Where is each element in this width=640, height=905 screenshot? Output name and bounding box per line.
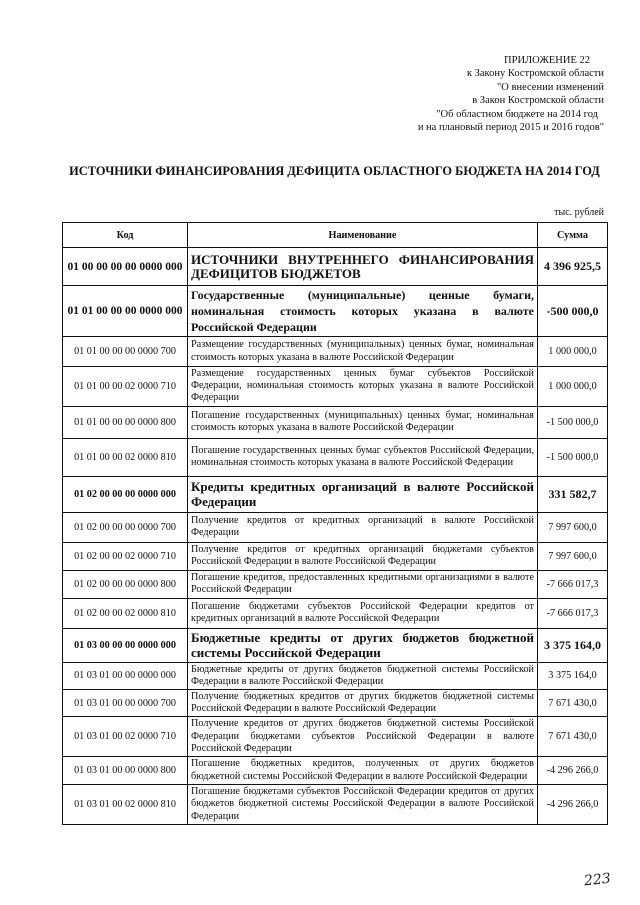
row-code: 01 03 01 00 00 0000 800 xyxy=(63,757,188,785)
row-name: ИСТОЧНИКИ ВНУТРЕННЕГО ФИНАНСИРОВАНИЯ ДЕФИЦИТОВ БЮДЖЕТОВ xyxy=(188,248,538,286)
units-label: тыс. рублей xyxy=(554,207,604,218)
row-name: Государственные (муниципальные) ценные бумаги, номинальная стоимость которых указана в валюте Российской Федерации xyxy=(188,286,538,337)
row-code: 01 02 00 00 02 0000 710 xyxy=(63,542,188,570)
row-name: Получение кредитов от кредитных организаций бюджетами субъектов Российской Федерации в валюте Российской Федерации xyxy=(188,542,538,570)
row-name: Кредиты кредитных организаций в валюте Российской Федерации xyxy=(188,476,538,512)
row-sum: 331 582,7 xyxy=(538,476,608,512)
row-name: Погашение государственных ценных бумаг субъектов Российской Федерации, номинальная стоимость которых указана в валюте Российской Федерации xyxy=(188,438,538,476)
table-row xyxy=(63,628,608,662)
appendix-line: в Закон Костромской области xyxy=(472,95,604,107)
row-code: 01 01 00 00 02 0000 710 xyxy=(63,367,188,407)
row-sum: 3 375 164,0 xyxy=(538,628,608,662)
appendix-line: и на плановый период 2015 и 2016 годов" xyxy=(417,122,604,134)
row-sum: 7 997 600,0 xyxy=(538,512,608,542)
appendix-header xyxy=(418,54,604,134)
table-row xyxy=(63,690,608,717)
table-row xyxy=(63,512,608,542)
row-sum: 7 671 430,0 xyxy=(538,690,608,717)
table-row xyxy=(63,406,608,438)
row-name: Бюджетные кредиты от других бюджетов бюджетной системы Российской Федерации в валюте Российской Федерации xyxy=(188,662,538,689)
row-code: 01 01 00 00 00 0000 000 xyxy=(63,286,188,337)
row-name: Погашение бюджетами субъектов Российской Федерации кредитов от кредитных организаций в валюте Российской Федерации xyxy=(188,598,538,628)
table-row xyxy=(63,367,608,407)
table-row xyxy=(63,337,608,367)
table-row xyxy=(63,717,608,757)
row-code: 01 03 01 00 00 0000 000 xyxy=(63,662,188,689)
appendix-line: "О внесении изменений xyxy=(497,81,604,93)
row-sum: 7 997 600,0 xyxy=(538,542,608,570)
row-name: Получение кредитов от других бюджетов бюджетной системы Российской Федерации бюджетами субъектов Российской Федерации в валюте Российской Федерации xyxy=(188,717,538,757)
table-row xyxy=(63,662,608,689)
financing-sources-table xyxy=(62,222,608,825)
row-code: 01 02 00 00 00 0000 000 xyxy=(63,476,188,512)
row-sum: -7 666 017,3 xyxy=(538,598,608,628)
row-name: Погашение кредитов, предоставленных кредитными организациями в валюте Российской Федерации xyxy=(188,570,538,598)
row-code: 01 02 00 00 00 0000 700 xyxy=(63,512,188,542)
table-row xyxy=(63,248,608,286)
row-sum: -7 666 017,3 xyxy=(538,570,608,598)
row-sum: -1 500 000,0 xyxy=(538,438,608,476)
column-header-code: Код xyxy=(63,223,188,248)
table-row xyxy=(63,542,608,570)
table-row xyxy=(63,598,608,628)
row-code: 01 03 01 00 02 0000 810 xyxy=(63,785,188,825)
table-row xyxy=(63,785,608,825)
row-sum: 3 375 164,0 xyxy=(538,662,608,689)
row-sum: 1 000 000,0 xyxy=(538,337,608,367)
appendix-line: к Закону Костромской области xyxy=(466,68,604,80)
row-name: Получение бюджетных кредитов от других бюджетов бюджетной системы Российской Федерации в валюте Российской Федерации xyxy=(188,690,538,717)
row-name: Погашение государственных (муниципальных) ценных бумаг, номинальная стоимость которых указана в валюте Российской Федерации xyxy=(188,406,538,438)
page-title: ИСТОЧНИКИ ФИНАНСИРОВАНИЯ ДЕФИЦИТА ОБЛАСТНОГО БЮДЖЕТА НА 2014 ГОД xyxy=(69,164,600,178)
row-name: Размещение государственных ценных бумаг субъектов Российской Федерации, номинальная стоимость которых указана в валюте Российской Федерации xyxy=(188,367,538,407)
row-sum: -500 000,0 xyxy=(538,286,608,337)
appendix-line: ПРИЛОЖЕНИЕ 22 xyxy=(504,55,590,66)
row-code: 01 01 00 00 00 0000 800 xyxy=(63,406,188,438)
column-header-name: Наименование xyxy=(188,223,538,248)
row-code: 01 02 00 00 00 0000 800 xyxy=(63,570,188,598)
row-code: 01 00 00 00 00 0000 000 xyxy=(63,248,188,286)
appendix-line: "Об областном бюджете на 2014 год xyxy=(436,108,598,120)
column-header-sum: Сумма xyxy=(538,223,608,248)
table-row xyxy=(63,570,608,598)
table-row xyxy=(63,286,608,337)
row-code: 01 03 01 00 00 0000 700 xyxy=(63,690,188,717)
row-sum: -1 500 000,0 xyxy=(538,406,608,438)
row-name: Получение кредитов от кредитных организаций в валюте Российской Федерации xyxy=(188,512,538,542)
table-row xyxy=(63,757,608,785)
table-row xyxy=(63,438,608,476)
row-sum: -4 296 266,0 xyxy=(538,757,608,785)
row-sum: 1 000 000,0 xyxy=(538,367,608,407)
table-header-row xyxy=(63,223,608,248)
row-name: Размещение государственных (муниципальных) ценных бумаг, номинальная стоимость которых указана в валюте Российской Федерации xyxy=(188,337,538,367)
row-sum: 4 396 925,5 xyxy=(538,248,608,286)
row-name: Погашение бюджетных кредитов, полученных от других бюджетов бюджетной системы Российской Федерации в валюте Российской Федерации xyxy=(188,757,538,785)
handwritten-page-number: 223 xyxy=(583,870,612,890)
row-code: 01 03 01 00 02 0000 710 xyxy=(63,717,188,757)
row-code: 01 01 00 00 00 0000 700 xyxy=(63,337,188,367)
table-row xyxy=(63,476,608,512)
row-code: 01 03 00 00 00 0000 000 xyxy=(63,628,188,662)
row-name: Бюджетные кредиты от других бюджетов бюджетной системы Российской Федерации xyxy=(188,628,538,662)
row-code: 01 02 00 00 02 0000 810 xyxy=(63,598,188,628)
row-name: Погашение бюджетами субъектов Российской Федерации кредитов от других бюджетов бюджетной системы Российской Федерации в валюте Российской Федерации xyxy=(188,785,538,825)
row-sum: -4 296 266,0 xyxy=(538,785,608,825)
row-code: 01 01 00 00 02 0000 810 xyxy=(63,438,188,476)
row-sum: 7 671 430,0 xyxy=(538,717,608,757)
